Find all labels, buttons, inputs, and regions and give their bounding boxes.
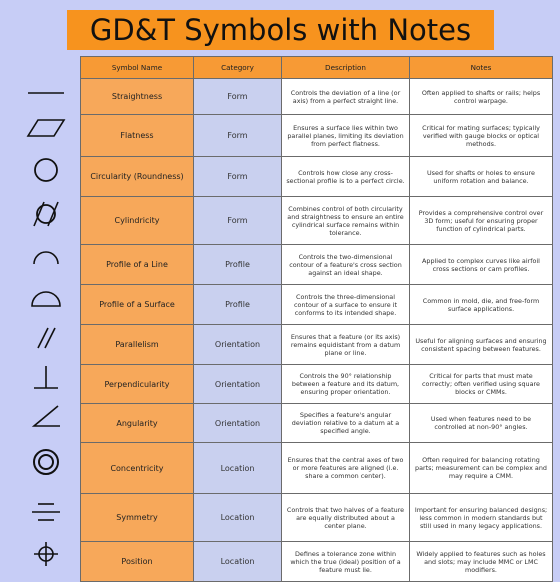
profile-of-line-icon — [22, 238, 70, 274]
column-header-notes: Notes — [410, 57, 553, 79]
parallelism-icon — [22, 320, 70, 356]
description-cell: Combines control of both circularity and straightness to ensure an entire cylindrical surface remains within tolerance. — [282, 197, 410, 245]
table-row — [81, 245, 553, 285]
symbol-name-cell: Straightness — [81, 79, 194, 115]
description-cell: Defines a tolerance zone within which the true (ideal) position of a feature must lie. — [282, 542, 410, 582]
table-row — [81, 443, 553, 494]
table-row — [81, 365, 553, 404]
notes-cell: Often required for balancing rotating parts; measurement can be complex and may require a CMM. — [410, 443, 553, 494]
notes-cell: Widely applied to features such as holes and slots; may include MMC or LMC modifiers. — [410, 542, 553, 582]
category-cell: Form — [194, 115, 282, 157]
table-row — [81, 542, 553, 582]
notes-cell: Often applied to shafts or rails; helps control warpage. — [410, 79, 553, 115]
symbol-name-cell: Profile of a Line — [81, 245, 194, 285]
table-row — [81, 494, 553, 542]
gdt-table — [80, 56, 553, 582]
table-row — [81, 115, 553, 157]
category-cell: Form — [194, 79, 282, 115]
symbol-column — [0, 56, 80, 560]
notes-cell: Important for ensuring balanced designs; less common in modern standards but still used in many legacy applications. — [410, 494, 553, 542]
description-cell: Controls the 90° relationship between a feature and its datum, ensuring proper orientation. — [282, 365, 410, 404]
category-cell: Profile — [194, 245, 282, 285]
category-cell: Location — [194, 443, 282, 494]
notes-cell: Used when features need to be controlled at non-90° angles. — [410, 404, 553, 443]
description-cell: Controls the three-dimensional contour of a surface to ensure it conforms to its intended shape. — [282, 285, 410, 325]
page-title: GD&T Symbols with Notes — [67, 10, 494, 50]
position-icon — [22, 534, 70, 570]
table-row — [81, 197, 553, 245]
category-cell: Form — [194, 197, 282, 245]
symbol-name-cell: Flatness — [81, 115, 194, 157]
notes-cell: Provides a comprehensive control over 3D form; useful for ensuring proper function of cylindrical parts. — [410, 197, 553, 245]
notes-cell: Critical for parts that must mate correctly; often verified using square blocks or CMMs. — [410, 365, 553, 404]
angularity-icon — [22, 398, 70, 434]
notes-cell: Common in mold, die, and free-form surface applications. — [410, 285, 553, 325]
profile-of-surface-icon — [22, 278, 70, 314]
category-cell: Form — [194, 157, 282, 197]
description-cell: Ensures that a feature (or its axis) remains equidistant from a datum plane or line. — [282, 325, 410, 365]
flatness-icon — [22, 110, 70, 146]
symbol-name-cell: Position — [81, 542, 194, 582]
symbol-name-cell: Circularity (Roundness) — [81, 157, 194, 197]
description-cell: Ensures that the central axes of two or more features are aligned (i.e. share a common center). — [282, 443, 410, 494]
category-cell: Location — [194, 494, 282, 542]
symbol-name-cell: Perpendicularity — [81, 365, 194, 404]
symbol-name-cell: Cylindricity — [81, 197, 194, 245]
notes-cell: Critical for mating surfaces; typically verified with gauge blocks or optical methods. — [410, 115, 553, 157]
description-cell: Specifies a feature's angular deviation relative to a datum at a specified angle. — [282, 404, 410, 443]
table-header-row — [81, 57, 553, 79]
straightness-icon — [22, 75, 70, 111]
description-cell: Controls the deviation of a line (or axis) from a perfect straight line. — [282, 79, 410, 115]
table-row — [81, 157, 553, 197]
column-header-description: Description — [282, 57, 410, 79]
category-cell: Orientation — [194, 365, 282, 404]
description-cell: Ensures a surface lies within two parallel planes, limiting its deviation from perfect flatness. — [282, 115, 410, 157]
concentricity-icon — [22, 444, 70, 480]
table-row — [81, 79, 553, 115]
symbol-name-cell: Parallelism — [81, 325, 194, 365]
symbol-name-cell: Symmetry — [81, 494, 194, 542]
category-cell: Location — [194, 542, 282, 582]
column-header-symbol-name: Symbol Name — [81, 57, 194, 79]
table-row — [81, 325, 553, 365]
description-cell: Controls the two-dimensional contour of a feature's cross section against an ideal shape. — [282, 245, 410, 285]
symmetry-icon — [22, 494, 70, 530]
circularity-icon — [22, 152, 70, 188]
category-cell: Orientation — [194, 404, 282, 443]
category-cell: Profile — [194, 285, 282, 325]
cylindricity-icon — [22, 196, 70, 232]
perpendicularity-icon — [22, 360, 70, 396]
notes-cell: Applied to complex curves like airfoil cross sections or cam profiles. — [410, 245, 553, 285]
symbol-name-cell: Angularity — [81, 404, 194, 443]
table-row — [81, 404, 553, 443]
description-cell: Controls that two halves of a feature are equally distributed about a center plane. — [282, 494, 410, 542]
notes-cell: Useful for aligning surfaces and ensuring consistent spacing between features. — [410, 325, 553, 365]
table-row — [81, 285, 553, 325]
notes-cell: Used for shafts or holes to ensure uniform rotation and balance. — [410, 157, 553, 197]
column-header-category: Category — [194, 57, 282, 79]
category-cell: Orientation — [194, 325, 282, 365]
symbol-name-cell: Profile of a Surface — [81, 285, 194, 325]
symbol-name-cell: Concentricity — [81, 443, 194, 494]
description-cell: Controls how close any cross-sectional profile is to a perfect circle. — [282, 157, 410, 197]
